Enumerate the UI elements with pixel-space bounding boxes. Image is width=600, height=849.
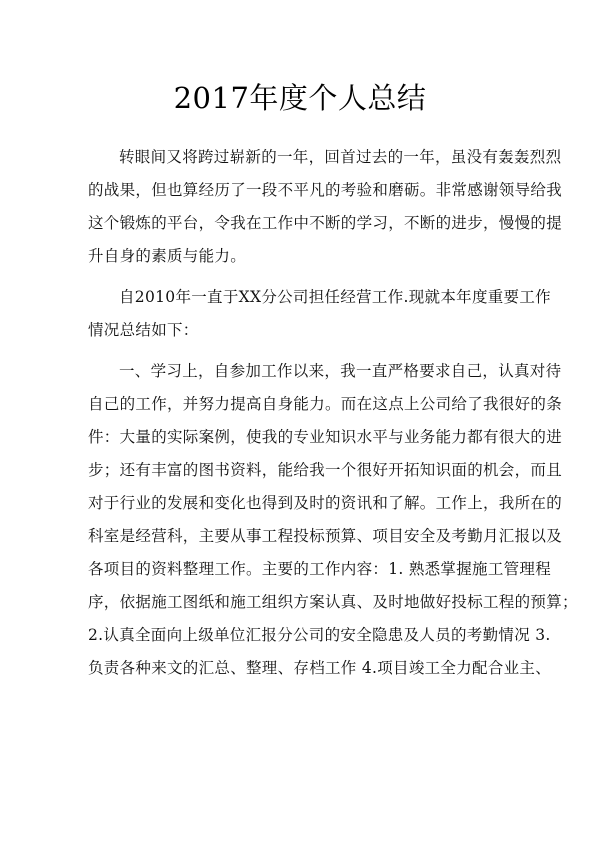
document-body (88, 141, 578, 685)
paragraph-gap (88, 347, 516, 355)
document-title: 2017年度个人总结 (173, 81, 427, 115)
paragraph-3-line-8: 序，依据施工图纸和施工组织方案认真、及时地做好投标工程的预算； (88, 593, 578, 611)
paragraph-3-line-2: 自己的工作，并努力提高自身能力。而在这点上公司给了我很好的条 (88, 395, 563, 413)
paragraph-3-line-9: 2.认真全面向上级单位汇报分公司的安全隐患及人员的考勤情况 3. (88, 626, 551, 644)
paragraph-3-line-10: 负责各种来文的汇总、整理、存档工作 4.项目竣工全力配合业主、 (88, 659, 552, 677)
paragraph-3-line-1: 一、学习上，自参加工作以来，我一直严格要求自己，认真对待 (119, 362, 562, 380)
paragraph-3-line-4: 步；还有丰富的图书资料，能给我一个很好开拓知识面的机会，而且 (88, 461, 563, 479)
paragraph-3-line-6: 科室是经营科，主要从事工程投标预算、项目安全及考勤月汇报以及 (88, 527, 563, 545)
paragraph-1-line-1: 转眼间又将跨过崭新的一年，回首过去的一年，虽没有轰轰烈烈 (119, 148, 562, 166)
paragraph-1-line-4: 升自身的素质与能力。 (88, 247, 247, 265)
paragraph-gap (88, 273, 516, 281)
paragraph-2-line-1: 自2010年一直于XX分公司担任经营工作.现就本年度重要工作 (119, 288, 551, 306)
paragraph-3-line-7: 各项目的资料整理工作。主要的工作内容：1. 熟悉掌握施工管理程 (88, 560, 552, 578)
paragraph-3-line-5: 对于行业的发展和变化也得到及时的资讯和了解。工作上，我所在的 (88, 494, 563, 512)
paragraph-1-line-3: 这个锻炼的平台，令我在工作中不断的学习，不断的进步，慢慢的提 (88, 214, 563, 232)
paragraph-1-line-2: 的战果，但也算经历了一段不平凡的考验和磨砺。非常感谢领导给我 (88, 181, 563, 199)
paragraph-2-line-2: 情况总结如下： (88, 321, 199, 339)
paragraph-3-line-3: 件：大量的实际案例，使我的专业知识水平与业务能力都有很大的进 (88, 428, 563, 446)
